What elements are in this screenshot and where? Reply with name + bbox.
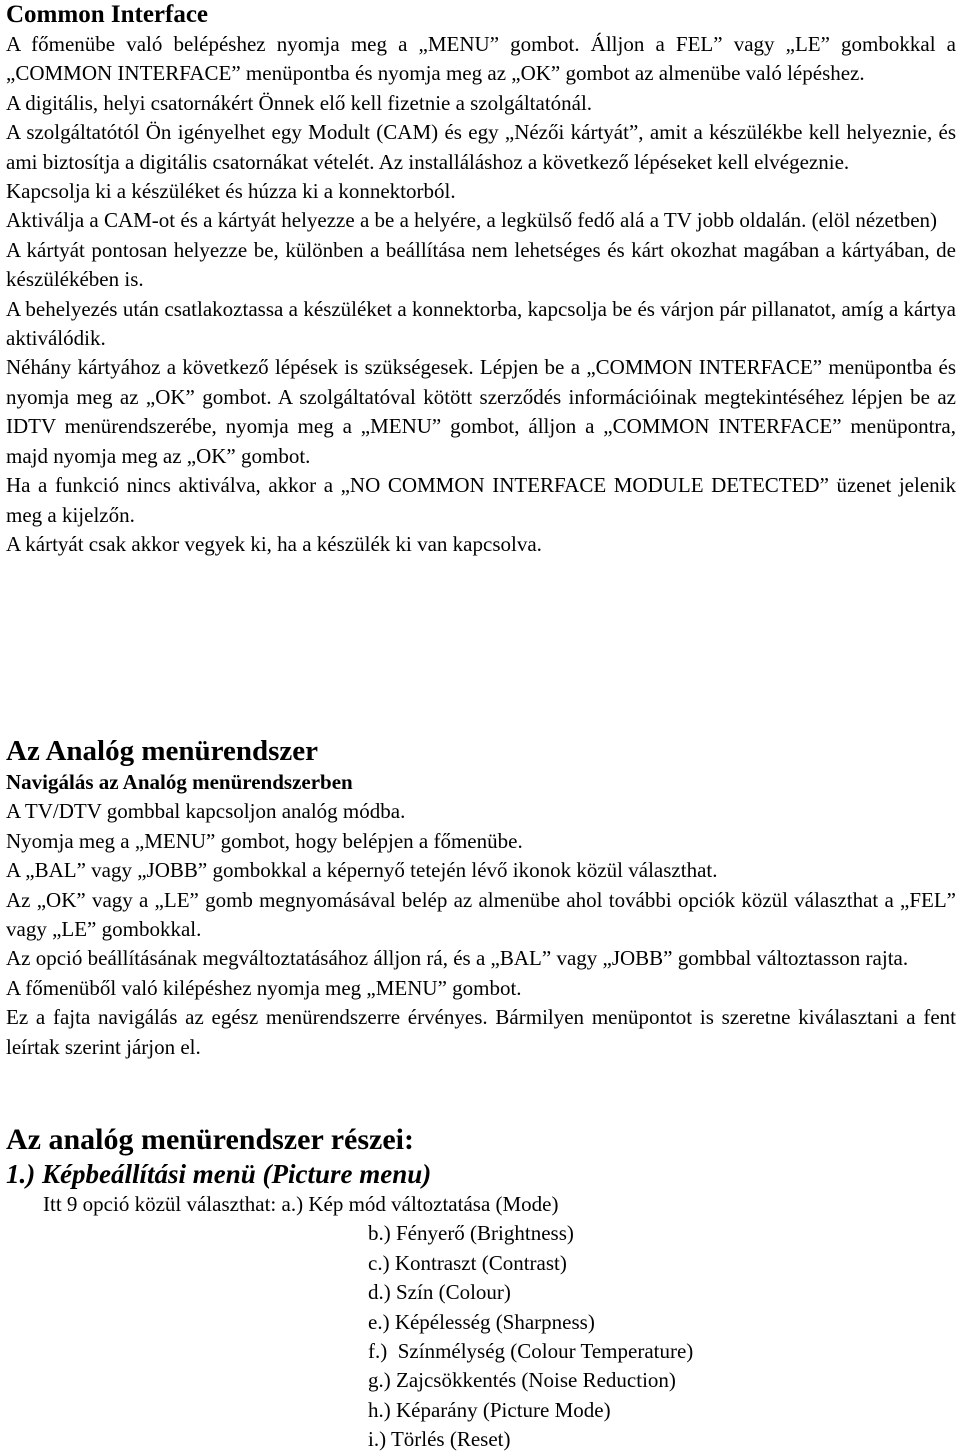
paragraph: Az „OK” vagy a „LE” gomb megnyomásával belép az almenübe ahol további opciók közül választhat a „FEL” vagy „LE” gombokkal. [6,887,956,942]
paragraph: A „BAL” vagy „JOBB” gombokkal a képernyő tetején lévő ikonok közül választhat. [6,858,718,883]
paragraph: A szolgáltatótól Ön igényelhet egy Modult (CAM) és egy „Nézői kártyát”, amit a készülékbe kell helyeznie, és ami biztosítja a digitális csatornákat vételét. Az installáláshoz a következő lépéseket kell elvégeznie. [6,120,956,174]
paragraph: A TV/DTV gombbal kapcsoljon analóg módba. [6,799,406,824]
paragraph: A főmenübe való belépéshez nyomja meg a „MENU” gombot. Álljon a FEL” vagy „LE” gombokkal a „COMMON INTERFACE” menüpontba és nyomja meg az „OK” gombot az almenübe való lépéshez. [6,32,956,86]
paragraph: A kártyát pontosan helyezze be, különben a beállítása nem lehetséges és kárt okozhat magában a kártyában, de készülékében is. [6,237,956,292]
analog-menu-parts-section [6,1122,956,1455]
section-subtitle: Navigálás az Analóg menürendszerben [6,770,353,794]
paragraph: Kapcsolja ki a készüléket és húzza ki a konnektorból. [6,179,456,204]
picture-menu-options [6,1190,956,1455]
list-item: g.) Zajcsökkentés (Noise Reduction) [368,1368,676,1393]
list-item: c.) Kontraszt (Contrast) [368,1250,567,1275]
list-item: b.) Fényerő (Brightness) [368,1221,574,1246]
paragraph: Aktiválja a CAM-ot és a kártyát helyezze a be a helyére, a legkülső fedő alá a TV jobb oldalán. (elöl nézetben) [6,208,938,233]
list-item: h.) Képarány (Picture Mode) [368,1397,611,1422]
paragraph: Néhány kártyához a következő lépések is szükségesek. Lépjen be a „COMMON INTERFACE” menüpontba és nyomja meg az „OK” gombot. A szolgáltatóval kötött szerződés információinak megtekintéséhez lépjen be az IDTV menürendszerébe, nyomja meg a „MENU” gombot, álljon a „COMMON INTERFACE” menüpontra, majd nyomja meg az „OK” gombot. [6,355,956,468]
paragraph: A főmenüből való kilépéshez nyomja meg „MENU” gombot. [6,975,522,1000]
section-title: Az Analóg menürendszer [6,735,319,767]
paragraph: Ha a funkció nincs aktiválva, akkor a „NO COMMON INTERFACE MODULE DETECTED” üzenet jelenik meg a kijelzőn. [6,473,956,527]
paragraph: A digitális, helyi csatornákért Önnek elő kell fizetnie a szolgáltatónál. [6,90,593,115]
paragraph: A behelyezés után csatlakoztassa a készüléket a konnektorba, kapcsolja be és várjon pár pillanatot, amíg a kártya aktiválódik. [6,296,956,351]
paragraph: Az opció beállításának megváltoztatásához álljon rá, és a „BAL” vagy „JOBB” gombbal változtasson rajta. [6,946,909,971]
analog-menu-section [6,734,956,1062]
list-item: f.) Színmélység (Colour Temperature) [368,1339,694,1364]
list-item: i.) Törlés (Reset) [368,1427,511,1452]
list-item: e.) Képélesség (Sharpness) [368,1309,595,1334]
paragraph: Nyomja meg a „MENU” gombot, hogy belépjen a főmenübe. [6,828,523,853]
list-item: d.) Szín (Colour) [368,1280,511,1305]
paragraph: Ez a fajta navigálás az egész menürendszerre érvényes. Bármilyen menüpontot is szeretne kiválasztani a fent leírtak szerint járjon el. [6,1005,956,1059]
section-title: Common Interface [6,1,209,28]
options-intro: Itt 9 opció közül választhat: a.) Kép mód változtatása (Mode) [43,1192,559,1216]
common-interface-section [6,0,956,559]
section-title: Az analóg menürendszer részei: [6,1123,414,1156]
paragraph: A kártyát csak akkor vegyek ki, ha a készülék ki van kapcsolva. [6,531,542,556]
section-subtitle: 1.) Képbeállítási menü (Picture menu) [6,1159,432,1189]
